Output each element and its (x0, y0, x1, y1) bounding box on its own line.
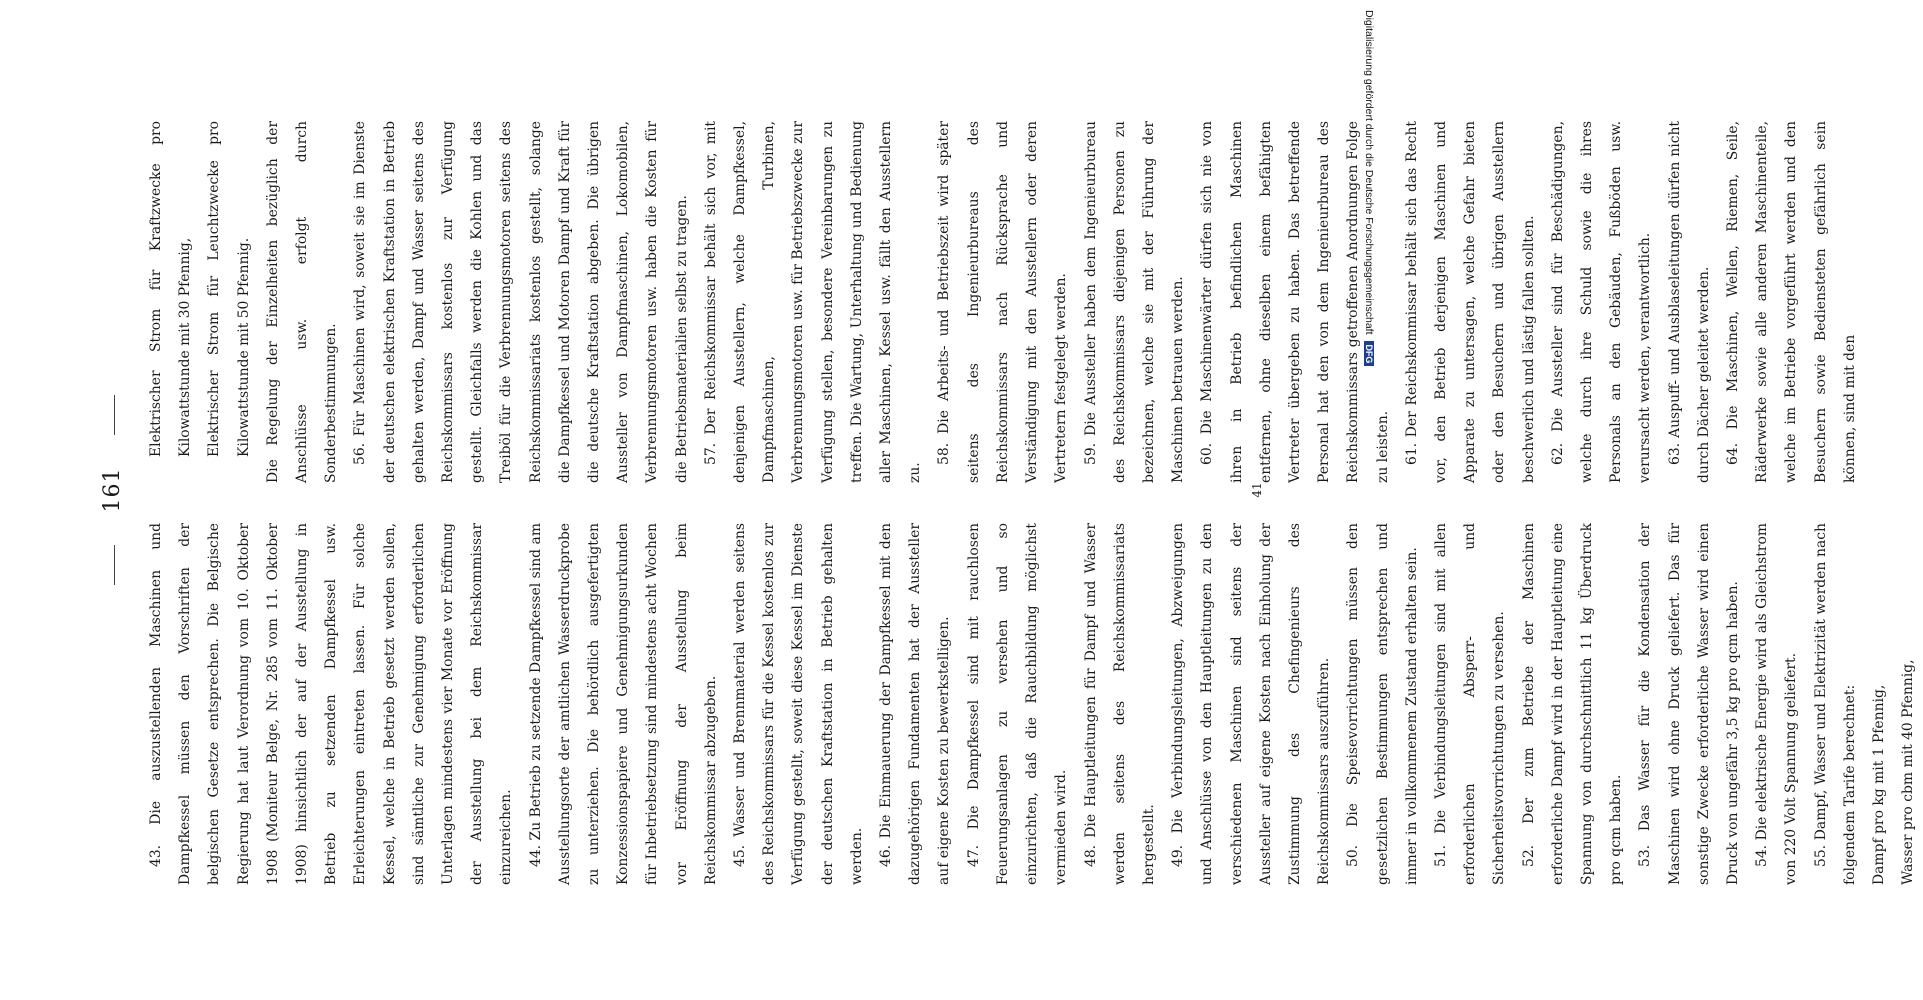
paragraph-52: 52. Der zum Betriebe der Maschinen erforderliche Dampf wird in der Hauptleitung eine Spannung von durchschnittlich 11 kg Überdruck pro qcm haben. (1520, 523, 1625, 885)
paragraph-56: 56. Für Maschinen wird, soweit sie im Dienste der deutschen elektrischen Kraftstation in Betrieb gehalten werden, Dampf und Wasser seitens des Reichskommissars kostenlos zur Verfügung gestellt. Gleichfalls werden die Kohlen und das Treiböl für die Verbrennungsmotoren seitens des Reichskommissariats kostenlos gestellt, solange die Dampfkessel und Motoren Dampf und Kraft für die deutsche Kraftstation abgeben. Die übrigen Aussteller von Dampfmaschinen, Lokomobilen, Verbrennungsmotoren usw. haben die Kosten für die Betriebsmaterialien selbst zu tragen. (352, 121, 690, 483)
tariff-power: Elektrischer Strom für Kraftzwecke pro Kilowattstunde mit 30 Pfennig, (148, 121, 194, 457)
page-number: 161 (100, 467, 125, 513)
tariff-steam: Dampf pro kg mit 1 Pfennig, (1870, 684, 1887, 885)
paragraph-54: 54. Die elektrische Energie wird als Gleichstrom von 220 Volt Spannung geliefert. (1754, 523, 1800, 885)
paragraph-57: 57. Der Reichskommissar behält sich vor, mit denjenigen Ausstellern, welche Dampfkessel, Dampfmaschinen, Turbinen, Verbrennungsmotoren usw. für Betriebszwecke zur Verfügung stellen, besondere Vereinbarungen zu treffen. Die Wartung, Unterhaltung und Bedienung aller Maschinen, Kessel usw. fällt den Ausstellern zu. (702, 121, 924, 483)
left-column (142, 523, 1923, 885)
tariff-light: Elektrischer Strom für Leuchtzwecke pro Kilowattstunde mit 50 Pfennig. (206, 121, 252, 457)
paragraph-47: 47. Die Dampfkessel sind mit rauchlosen Feuerungsanlagen zu versehen und so einzurichten, daß die Rauchbildung möglichst vermieden wird. (965, 523, 1070, 885)
paragraph-50: 50. Die Speisevorrichtungen müssen den gesetzlichen Bestimmungen entsprechen und immer in vollkommenem Zustand erhalten sein. (1345, 523, 1420, 885)
paragraph-58: 58. Die Arbeits- und Betriebszeit wird später seitens des Ingenieurbureaus des Reichskommissars nach Rücksprache und Verständigung mit den Ausstellern oder deren Vertretern festgelegt werden. (936, 121, 1070, 483)
paragraph-63: 63. Auspuff- und Ausblaseleitungen dürfen nicht durch Dächer geleitet werden. (1666, 121, 1712, 483)
paragraph-49: 49. Die Verbindungsleitungen, Abzweigungen und Anschlüsse von den Hauptleitungen zu den verschiedenen Maschinen sind seitens der Aussteller auf eigene Kosten nach Einholung der Zustimmung des Chefingenieurs des Reichskommissars auszuführen. (1170, 523, 1333, 885)
paragraph-51: 51. Die Verbindungsleitungen sind mit allen erforderlichen Absperr- und Sicherheitsvorrichtungen zu versehen. (1432, 523, 1508, 885)
tariff-water: Wasser pro cbm mit 40 Pfennig, (1900, 659, 1917, 885)
paragraph-48: 48. Die Hauptleitungen für Dampf und Wasser werden seitens des Reichskommissariats hergestellt. (1082, 523, 1157, 885)
paragraph-60: 60. Die Maschinenwärter dürfen sich nie von ihren in Betrieb befindlichen Maschinen entfernen, ohne dieselben einem befähigten Vertreter übergeben zu haben. Das betreffende Personal hat den von dem Ingenieurbureau des Reichskommissars getroffenen Anordnungen Folge zu leisten. (1199, 121, 1391, 483)
paragraph-44: 44. Zu Betrieb zu setzende Dampfkessel sind am Ausstellungsorte der amtlichen Wasserdruckprobe zu unterziehen. Die behördlich ausgefertigten Konzessionspapiere und Genehmigungsurkunden für Inbetriebsetzung sind mindestens acht Wochen vor Eröffnung der Ausstellung beim Reichskommissar abzugeben. (527, 523, 719, 885)
right-column (142, 121, 1865, 483)
digitization-credit (1363, 10, 1375, 366)
paragraph-45: 45. Wasser und Brennmaterial werden seitens des Reichskommissars für die Kessel kostenlos zur Verfügung gestellt, soweit diese Kessel im Dienste der deutschen Kraftstation in Betrieb gehalten werden. (732, 523, 865, 885)
paragraph-regulation: Die Regelung der Einzelheiten bezüglich der Anschlüsse usw. erfolgt durch Sonderbestimmungen. (264, 121, 340, 483)
paragraph-61: 61. Der Reichskommissar behält sich das Recht vor, den Betrieb derjenigen Maschinen und Apparate zu untersagen, welche Gefahr bieten oder den Besuchern und übrigen Ausstellern beschwerlich und lästig fallen sollten. (1403, 121, 1537, 483)
paragraph-62: 62. Die Aussteller sind für Beschädigungen, welche durch ihre Schuld sowie die ihres Personals an den Gebäuden, Fußböden usw. verursacht werden, verantwortlich. (1549, 121, 1654, 483)
paragraph-59: 59. Die Aussteller haben dem Ingenieurbureau des Reichskommissars diejenigen Personen zu bezeichnen, welche sie mit der Führung der Maschinen betrauen werden. (1082, 121, 1187, 483)
paragraph-53: 53. Das Wasser für die Kondensation der Maschinen wird ohne Druck geliefert. Das für sonstige Zwecke erforderliche Wasser wird einen Druck von ungefähr 3,5 kg pro qcm haben. (1637, 523, 1741, 885)
folio-number: 41 (1250, 482, 1264, 498)
header-rule-right (114, 395, 115, 435)
paragraph-43: 43. Die auszustellenden Maschinen und Dampfkessel müssen den Vorschriften der belgischen Gesetze entsprechen. Die Belgische Regierung hat laut Verordnung vom 10. Oktober 1908 (Moniteur Belge, Nr. 285 vom 11. Oktober 1908) hinsichtlich der auf der Ausstellung in Betrieb zu setzenden Dampfkessel usw. Erleichterungen eintreten lassen. Für solche Kessel, welche in Betrieb gesetzt werden sollen, sind sämtliche zur Genehmigung erforderlichen Unterlagen mindestens vier Monate vor Eröffnung der Ausstellung bei dem Reichskommissar einzureichen. (148, 523, 515, 885)
paragraph-64: 64. Die Maschinen, Wellen, Riemen, Seile, Räderwerke sowie alle anderen Maschinenteile, welche im Betriebe vorgeführt werden und den Besuchern sowie Bediensteten gefährlich sein können, sind mit den (1724, 121, 1858, 483)
dfg-logo: DFG (1364, 341, 1374, 366)
paragraph-46: 46. Die Einmauerung der Dampfkessel mit den dazugehörigen Fundamenten hat der Aussteller auf eigene Kosten zu bewerkstelligen. (878, 523, 953, 885)
paragraph-55: 55. Dampf, Wasser und Elektrizität werden nach folgendem Tarife berechnet: (1812, 523, 1858, 885)
credit-text: Digitalisierung gefördert durch die Deutsche Forschungsgemeinschaft (1363, 10, 1375, 335)
